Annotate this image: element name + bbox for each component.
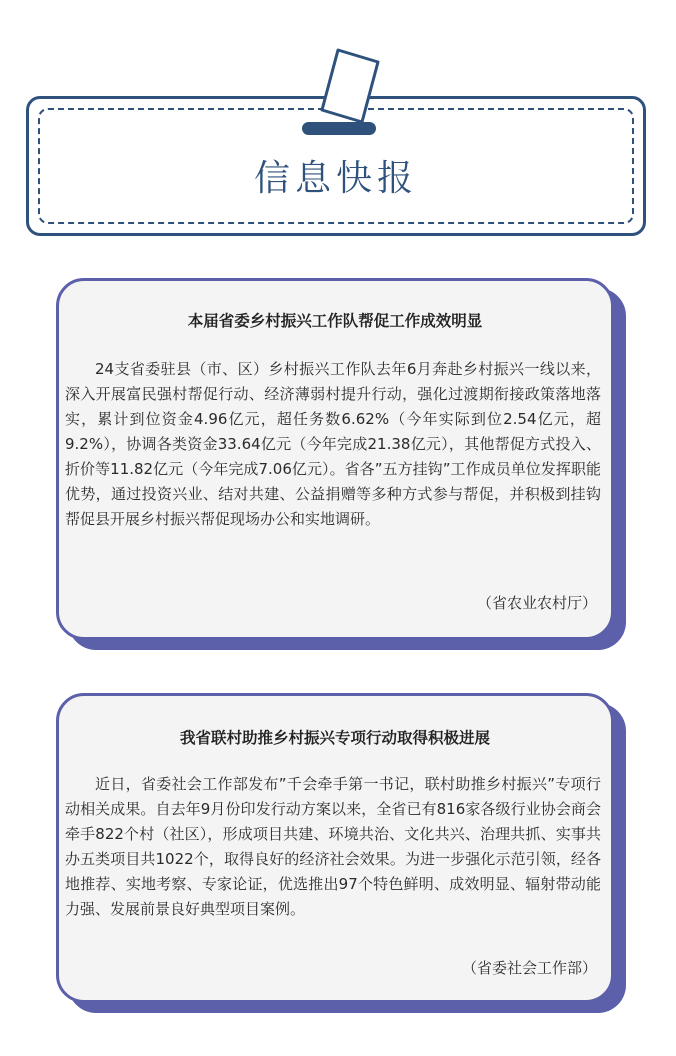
- article-source: （省农业农村厅）: [476, 594, 597, 612]
- article-title: 我省联村助推乡村振兴专项行动取得积极进展: [179, 729, 490, 747]
- card-body-box: [56, 693, 614, 1003]
- article-body: 24支省委驻县（市、区）乡村振兴工作队去年6月奔赴乡村振兴一线以来，深入开展富民强村帮促行动、经济薄弱村提升行动，强化过渡期衔接政策落地落实，累计到位资金4.96亿元，超任务数6.62%（今年实际到位2.54亿元，超9.2%），协调各类资金33.64亿元（今年完成21.38亿元），其他帮促方式投入、折价等11.82亿元（今年完成7.06亿元）。省各”五方挂钩”工作成员单位发挥职能优势，通过投资兴业、结对共建、公益捐赠等多种方式参与帮促，并积极到挂钩帮促县开展乡村振兴帮促现场办公和实地调研。: [65, 360, 601, 528]
- page-title: 信息快报: [253, 158, 418, 199]
- article-body: 近日，省委社会工作部发布”千会牵手第一书记，联村助推乡村振兴”专项行动相关成果。自去年9月份印发行动方案以来，全省已有816家各级行业协会商会牵手822个村（社区），形成项目共建、环境共治、文化共兴、治理共抓、实事共办五类项目共1022个，取得良好的经济社会效果。为进一步强化示范引领，经各地推荐、实地考察、专家论证，优选推出97个特色鲜明、成效明显、辐射带动能力强、发展前景良好典型项目案例。: [65, 775, 601, 918]
- article-source: （省委社会工作部）: [461, 959, 597, 977]
- ballot-box-icon: [300, 46, 380, 138]
- card-body-box: [56, 278, 614, 640]
- article-title: 本届省委乡村振兴工作队帮促工作成效明显: [187, 312, 483, 330]
